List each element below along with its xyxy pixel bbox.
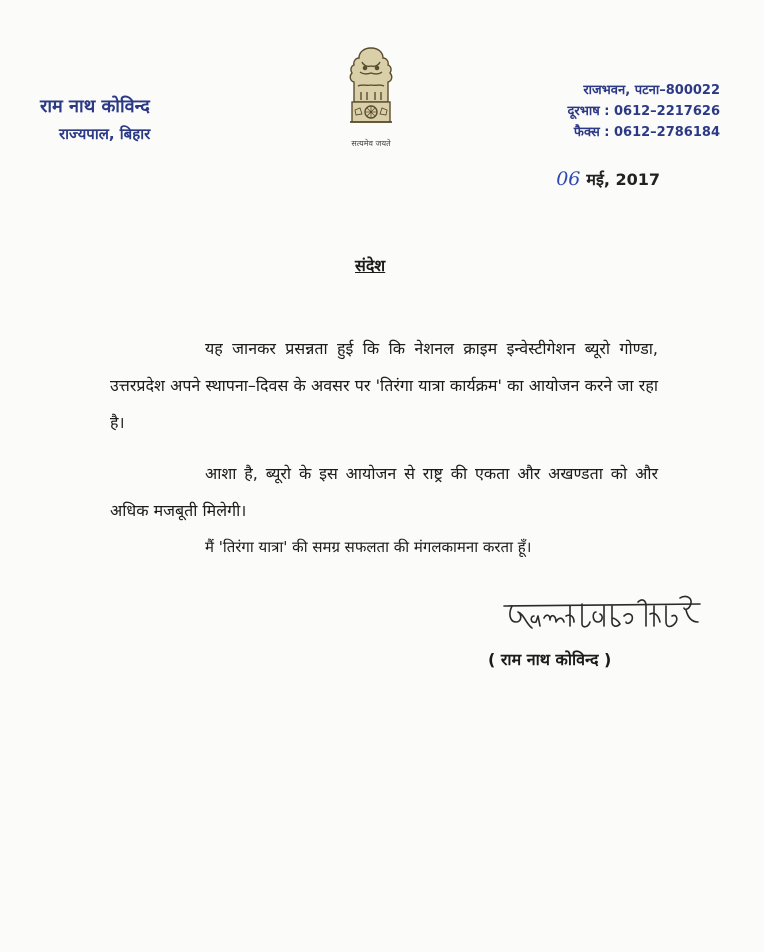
sender-designation: राज्यपाल, बिहार — [59, 125, 151, 143]
sender-name: राम नाथ कोविन्द — [40, 96, 150, 117]
address-line: राजभवन, पटना–800022 — [583, 83, 720, 98]
phone-line: दूरभाष : 0612–2217626 — [567, 104, 720, 119]
fax-line: फैक्स : 0612–2786184 — [573, 125, 720, 140]
letter-date — [556, 168, 660, 190]
date-month-year: मई, 2017 — [586, 170, 660, 189]
letter-subject: संदेश — [355, 256, 386, 275]
message-paragraph-1: यह जानकर प्रसन्नता हुई कि कि नेशनल क्राइम इन्वेस्टीगेशन ब्यूरो गोण्डा, उत्तरप्रदेश अपने स्थापना–दिवस के अवसर पर 'तिरंगा यात्रा कार्यक्रम' का आयोजन करने जा रहा है। — [110, 339, 658, 432]
signatory-name: ( राम नाथ कोविन्द ) — [488, 650, 612, 669]
address-block — [568, 80, 721, 143]
emblem-motto: सत्यमेव जयते — [351, 139, 391, 148]
handwritten-signature — [500, 592, 705, 642]
message-paragraph-2: आशा है, ब्यूरो के इस आयोजन से राष्ट्र की एकता और अखण्डता को और अधिक मजबूती मिलेगी। — [110, 464, 658, 520]
date-day: 06 — [556, 168, 581, 190]
message-paragraph-3: मैं 'तिरंगा यात्रा' की समग्र सफलता की मंगलकामना करता हूँ। — [205, 538, 532, 556]
